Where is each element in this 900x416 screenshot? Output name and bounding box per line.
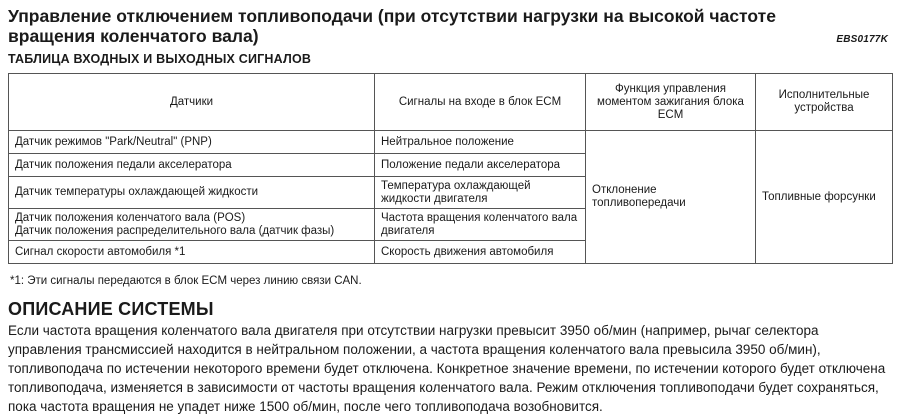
- header-actuators: Исполнительные устройства: [756, 74, 893, 131]
- sensor-cell: [9, 209, 375, 241]
- sensor-cell: Сигнал скорости автомобиля *1: [9, 241, 375, 264]
- footnote: *1: Эти сигналы передаются в блок ECM через линию связи CAN.: [10, 275, 362, 287]
- signal-cell: Частота вращения коленчатого вала двигателя: [375, 209, 586, 241]
- sensor-cell: Датчик режимов "Park/Neutral" (PNP): [9, 131, 375, 154]
- signal-cell: Нейтральное положение: [375, 131, 586, 154]
- actuator-cell: Топливные форсунки: [756, 131, 893, 264]
- document-code: EBS0177K: [836, 34, 888, 45]
- header-sensors: Датчики: [9, 74, 375, 131]
- header-ecm-input: Сигналы на входе в блок ECM: [375, 74, 586, 131]
- sensor-cell: Датчик температуры охлаждающей жидкости: [9, 177, 375, 209]
- signal-cell: Положение педали акселератора: [375, 154, 586, 177]
- table-row: [9, 131, 893, 154]
- signal-cell: Температура охлаждающей жидкости двигателя: [375, 177, 586, 209]
- sensor-line: Датчик положения коленчатого вала (POS): [15, 211, 246, 224]
- page-title: Управление отключением топливоподачи (при отсутствии нагрузки на высокой частоте вращения коленчатого вала): [8, 6, 776, 46]
- header-ecm-function: Функция управления моментом зажигания блока ECM: [586, 74, 756, 131]
- section-text: Если частота вращения коленчатого вала двигателя при отсутствии нагрузки превысит 3950 об/мин (например, рычаг селектора управления трансмиссией находится в нейтральном положении, а частота вращения коленчатого вала превысила 3950 об/мин), топливоподача по истечении некоторого времени будет отключена. Конкретное значение времени, по истечении которого будет отключена топливоподача, изменяется в зависимости от частоты вращения коленчатого вала. Режим отключения топливоподачи будет сохраняться, пока частота вращения не упадет ниже 1500 об/мин, после чего топливоподача возобновится.: [8, 323, 886, 414]
- table-title: ТАБЛИЦА ВХОДНЫХ И ВЫХОДНЫХ СИГНАЛОВ: [8, 52, 312, 66]
- signal-cell: Скорость движения автомобиля: [375, 241, 586, 264]
- section-title: ОПИСАНИЕ СИСТЕМЫ: [8, 299, 214, 319]
- sensor-line: Датчик положения распределительного вала (датчик фазы): [15, 224, 335, 237]
- table-header-row: [9, 74, 893, 131]
- sensor-cell: Датчик положения педали акселератора: [9, 154, 375, 177]
- function-cell: Отклонение топливопередачи: [586, 131, 756, 264]
- signal-table: [8, 73, 893, 264]
